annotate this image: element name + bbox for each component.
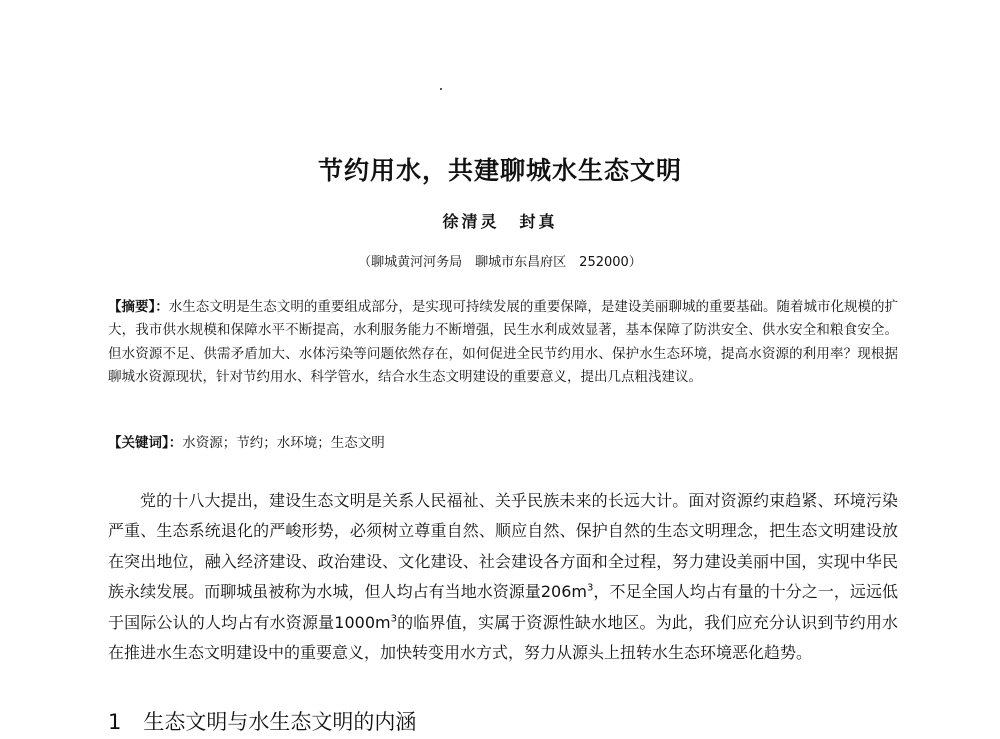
abstract-label: 【摘要】：: [108, 299, 169, 315]
body-paragraph: [108, 486, 898, 668]
keywords: [108, 432, 898, 455]
unit-exponent: 3: [390, 613, 397, 625]
body-text-part: 党的十八大提出，建设生态文明是关系人民福祉、关乎民族未来的长远大计。面对资源约束趋紧、环境污染严重、生态系统退化的严峻形势，必须树立尊重自然、顺应自然、保护自然的生态文明理念，把生态文明建设放在突出地位，融入经济建设、政治建设、文化建设、社会建设各方面和全过程，努力建设美丽中国，实现中华民族永续发展。而聊城虽被称为水城，但人均占有当地水资源量: [108, 491, 898, 602]
scan-speck: [440, 88, 442, 90]
author-name: 封真: [519, 212, 558, 231]
author-list: [0, 211, 1000, 233]
water-threshold-value: 1000m: [334, 612, 391, 632]
abstract: [108, 296, 898, 390]
keywords-text: 水资源；节约；水环境；生态文明: [182, 435, 385, 451]
section-heading: [108, 707, 416, 737]
section-title: 生态文明与水生态文明的内涵: [143, 710, 417, 734]
water-per-capita-value: 206m: [540, 582, 587, 602]
body-text-part: 的临界值，实属于资源性缺水地区。为此，我们应充分认识到节约用水在推进水生态文明建设中的重要意义，加快转变用水方式，努力从源头上扭转水生态环境恶化趋势。: [108, 612, 898, 663]
unit-exponent: 3: [587, 582, 594, 594]
keywords-label: 【关键词】：: [108, 435, 183, 451]
abstract-text: 水生态文明是生态文明的重要组成部分，是实现可持续发展的重要保障，是建设美丽聊城的重要基础。随着城市化规模的扩大，我市供水规模和保障水平不断提高，水利服务能力不断增强，民生水利成效显著，基本保障了防洪安全、供水安全和粮食安全。但水资源不足、供需矛盾加大、水体污染等问题依然存在，如何促进全民节约用水、保护水生态环境，提高水资源的利用率？现根据聊城水资源现状，针对节约用水、科学管水，结合水生态文明建设的重要意义，提出几点粗浅建议。: [108, 299, 899, 386]
author-affiliation: （聊城黄河河务局 聊城市东昌府区 252000）: [358, 255, 642, 270]
body-text-part: ，不足全国人均占有量的十分之一，远远低于国际公认的人均占有水资源量: [108, 582, 898, 632]
paper-title: 节约用水，共建聊城水生态文明: [317, 156, 682, 185]
author-name: 徐清灵: [442, 212, 500, 231]
section-number: 1: [108, 710, 122, 734]
